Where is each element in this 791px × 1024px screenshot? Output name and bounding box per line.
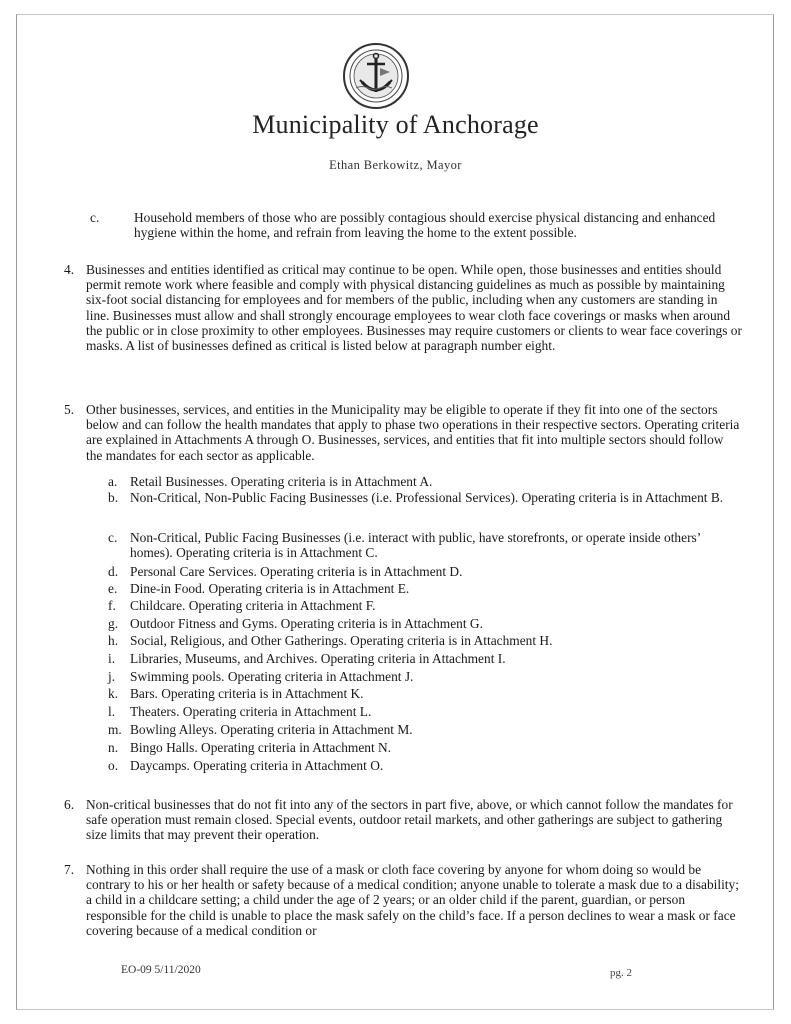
list-item: Dine-in Food. Operating criteria is in Attachment E. xyxy=(130,581,410,596)
list-item-letter: g. xyxy=(108,616,119,631)
document-id: EO-09 5/11/2020 xyxy=(121,964,201,976)
list-item-letter: l. xyxy=(108,704,116,719)
paragraph-7-number: 7. xyxy=(64,862,75,877)
list-item: Bars. Operating criteria is in Attachment K. xyxy=(130,686,364,701)
item-c-text: Household members of those who are possibly contagious should exercise physical distancing and enhanced hygiene within the home, and refrain from leaving the home to the extent possible. xyxy=(134,210,716,241)
anchor-seal-icon xyxy=(342,42,410,110)
list-item-letter: e. xyxy=(108,581,118,596)
list-item: Bingo Halls. Operating criteria in Attachment N. xyxy=(130,740,392,755)
list-item: Personal Care Services. Operating criteria is in Attachment D. xyxy=(130,564,463,579)
paragraph-5-number: 5. xyxy=(64,402,75,417)
list-item: Non-Critical, Public Facing Businesses (i.e. interact with public, have storefronts, or operate inside others’ homes). Operating criteria is in Attachment C. xyxy=(130,530,701,561)
list-item: Daycamps. Operating criteria in Attachment O. xyxy=(130,758,384,773)
item-c-letter: c. xyxy=(90,210,100,225)
list-item: Social, Religious, and Other Gatherings. Operating criteria is in Attachment H. xyxy=(130,633,553,648)
list-item-letter: f. xyxy=(108,598,116,613)
paragraph-4-number: 4. xyxy=(64,262,75,277)
list-item-letter: d. xyxy=(108,564,119,579)
paragraph-7-text: Nothing in this order shall require the use of a mask or cloth face covering by anyone for whom doing so would be contrary to his or her health or safety because of a medical condition; anyone unable to tolerate a mask due to a disability; a child in a childcare setting; a child under the age of 2 years; or an older child if the parent, guardian, or person responsible for the child is unable to place the mask safely on the child’s face. If a person declines to wear a mask or face covering because of a medical condition or xyxy=(86,862,739,938)
list-item: Swimming pools. Operating criteria in Attachment J. xyxy=(130,669,414,684)
list-item: Theaters. Operating criteria in Attachment L. xyxy=(130,704,372,719)
municipality-title: Municipality of Anchorage xyxy=(252,110,539,139)
list-item-letter: n. xyxy=(108,740,119,755)
paragraph-5-text: Other businesses, services, and entities in the Municipality may be eligible to operate if they fit into one of the sectors below and can follow the health mandates that apply to phase two operations in their respective sectors. Operating criteria are explained in Attachments A through O. Businesses, services, and entities that fit into multiple sectors should follow the mandates for each sector as applicable. xyxy=(86,402,740,463)
mayor-subtitle: Ethan Berkowitz, Mayor xyxy=(329,158,462,172)
list-item: Libraries, Museums, and Archives. Operating criteria in Attachment I. xyxy=(130,651,506,666)
list-item: Childcare. Operating criteria in Attachment F. xyxy=(130,598,376,613)
paragraph-6-number: 6. xyxy=(64,797,75,812)
list-item-letter: a. xyxy=(108,474,118,489)
list-item-letter: k. xyxy=(108,686,119,701)
paragraph-4-text: Businesses and entities identified as critical may continue to be open. While open, those businesses and entities should permit remote work where feasible and comply with physical distancing guidelines as much as possible by maintaining six-foot social distancing for employees and for members of the public, including when any customers are standing in line. Businesses must allow and shall strongly encourage employees to wear cloth face coverings or masks when around the public or in close proximity to other employees. Businesses may require customers or clients to wear face coverings or masks. A list of businesses defined as critical is listed below at paragraph number eight. xyxy=(86,262,742,354)
list-item-letter: b. xyxy=(108,490,119,505)
paragraph-6-text: Non-critical businesses that do not fit into any of the sectors in part five, above, or which cannot follow the mandates for safe operation must remain closed. Special events, outdoor retail markets, and other gatherings are subject to gathering size limits that may prevent their operation. xyxy=(86,797,733,843)
list-item: Bowling Alleys. Operating criteria in Attachment M. xyxy=(130,722,413,737)
list-item-letter: m. xyxy=(108,722,122,737)
list-item-letter: o. xyxy=(108,758,119,773)
list-item-letter: h. xyxy=(108,633,119,648)
list-item: Outdoor Fitness and Gyms. Operating criteria is in Attachment G. xyxy=(130,616,483,631)
list-item: Non-Critical, Non-Public Facing Businesses (i.e. Professional Services). Operating criteria is in Attachment B. xyxy=(130,490,724,505)
list-item-letter: j. xyxy=(108,669,116,684)
list-item-letter: i. xyxy=(108,651,116,666)
page-number: pg. 2 xyxy=(610,967,632,979)
list-item: Retail Businesses. Operating criteria is in Attachment A. xyxy=(130,474,433,489)
list-item-letter: c. xyxy=(108,530,118,545)
